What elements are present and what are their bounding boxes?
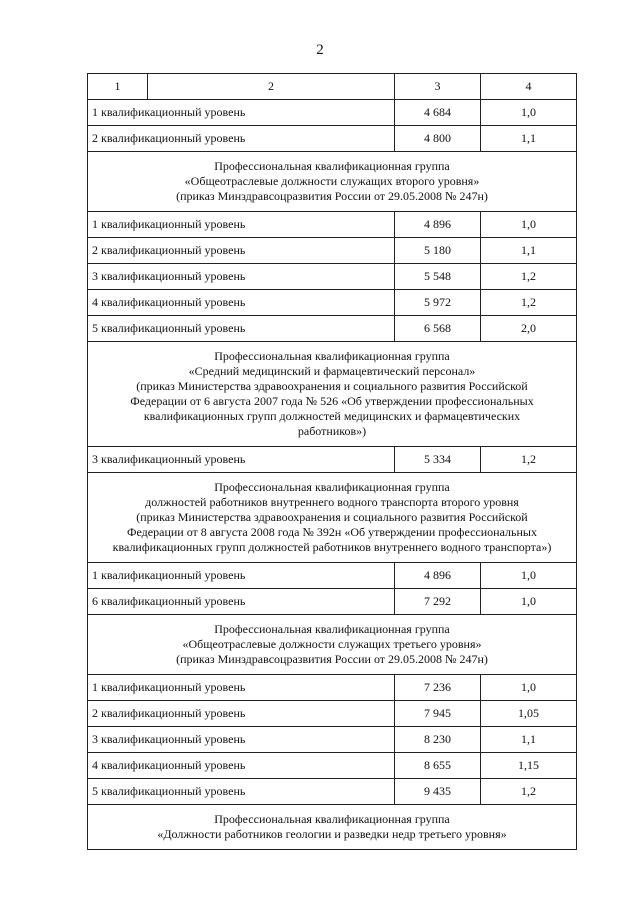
salary-cell: 4 684	[395, 100, 481, 126]
table-row	[88, 316, 577, 342]
level-cell: 1 квалификационный уровень	[88, 675, 395, 701]
salary-cell: 7 945	[395, 701, 481, 727]
group-title-line: (приказ Министерства здравоохранения и социального развития Российской	[136, 379, 528, 393]
group-title-line: Профессиональная квалификационная группа	[214, 349, 450, 363]
group-title-line: «Должности работников геологии и разведки недр третьего уровня»	[157, 827, 507, 841]
group-title-row	[88, 342, 577, 447]
table-row	[88, 100, 577, 126]
group-title-line: работников»)	[297, 424, 367, 438]
group-title-line: Профессиональная квалификационная группа	[214, 622, 450, 636]
salary-cell: 4 896	[395, 212, 481, 238]
level-cell: 3 квалификационный уровень	[88, 447, 395, 473]
table-row	[88, 779, 577, 805]
group-title-line: квалификационных групп должностей работников внутреннего водного транспорта»)	[112, 540, 552, 554]
group-title-line: (приказ Минздравсоцразвития России от 29.05.2008 № 247н)	[176, 652, 488, 666]
level-cell: 1 квалификационный уровень	[88, 100, 395, 126]
group-title	[88, 152, 577, 212]
table-header-row	[88, 74, 577, 100]
coefficient-cell: 1,0	[481, 563, 577, 589]
coefficient-cell: 1,0	[481, 100, 577, 126]
coefficient-cell: 2,0	[481, 316, 577, 342]
group-title-line: «Средний медицинский и фармацевтический персонал»	[188, 364, 476, 378]
coefficient-cell: 1,2	[481, 779, 577, 805]
salary-cell: 9 435	[395, 779, 481, 805]
level-cell: 3 квалификационный уровень	[88, 264, 395, 290]
group-title-line: квалификационных групп должностей медицинских и фармацевтических	[143, 409, 521, 423]
coefficient-cell: 1,15	[481, 753, 577, 779]
group-title	[88, 342, 577, 447]
table-row	[88, 701, 577, 727]
group-title-row	[88, 805, 577, 850]
level-cell: 5 квалификационный уровень	[88, 316, 395, 342]
level-cell: 1 квалификационный уровень	[88, 212, 395, 238]
header-cell: 3	[395, 74, 481, 100]
coefficient-cell: 1,0	[481, 589, 577, 615]
page-number: 2	[316, 42, 324, 58]
salary-cell: 8 655	[395, 753, 481, 779]
group-title-line: должностей работников внутреннего водного транспорта второго уровня	[145, 495, 519, 509]
coefficient-cell: 1,1	[481, 727, 577, 753]
level-cell: 5 квалификационный уровень	[88, 779, 395, 805]
salary-cell: 5 972	[395, 290, 481, 316]
coefficient-cell: 1,2	[481, 264, 577, 290]
level-cell: 4 квалификационный уровень	[88, 290, 395, 316]
salary-cell: 4 800	[395, 126, 481, 152]
salary-cell: 5 334	[395, 447, 481, 473]
group-title-line: Профессиональная квалификационная группа	[214, 812, 450, 826]
salary-cell: 6 568	[395, 316, 481, 342]
group-title	[88, 473, 577, 563]
group-title-line: Федерации от 8 августа 2008 года № 392н «Об утверждении профессиональных	[127, 525, 537, 539]
group-title-line: (приказ Минздравсоцразвития России от 29.05.2008 № 247н)	[176, 189, 488, 203]
salary-cell: 4 896	[395, 563, 481, 589]
table-row	[88, 238, 577, 264]
coefficient-cell: 1,1	[481, 126, 577, 152]
group-title-row	[88, 473, 577, 563]
salary-cell: 7 292	[395, 589, 481, 615]
salary-cell: 5 548	[395, 264, 481, 290]
qualification-table	[87, 73, 577, 850]
group-title-line: (приказ Министерства здравоохранения и социального развития Российской	[136, 510, 528, 524]
table-row	[88, 563, 577, 589]
salary-cell: 7 236	[395, 675, 481, 701]
level-cell: 6 квалификационный уровень	[88, 589, 395, 615]
header-cell: 2	[148, 74, 395, 100]
level-cell: 2 квалификационный уровень	[88, 126, 395, 152]
table-row	[88, 212, 577, 238]
group-title-line: «Общеотраслевые должности служащих второго уровня»	[184, 174, 480, 188]
table-row	[88, 264, 577, 290]
group-title-row	[88, 615, 577, 675]
level-cell: 3 квалификационный уровень	[88, 727, 395, 753]
table-row	[88, 753, 577, 779]
level-cell: 1 квалификационный уровень	[88, 563, 395, 589]
coefficient-cell: 1,2	[481, 290, 577, 316]
level-cell: 2 квалификационный уровень	[88, 238, 395, 264]
table-row	[88, 675, 577, 701]
group-title-line: Профессиональная квалификационная группа	[214, 159, 450, 173]
table-row	[88, 290, 577, 316]
coefficient-cell: 1,0	[481, 212, 577, 238]
header-cell: 1	[88, 74, 148, 100]
table-row	[88, 447, 577, 473]
group-title-line: Федерации от 6 августа 2007 года № 526 «Об утверждении профессиональных	[130, 394, 534, 408]
table-row	[88, 126, 577, 152]
table-row	[88, 727, 577, 753]
salary-cell: 8 230	[395, 727, 481, 753]
group-title-line: Профессиональная квалификационная группа	[214, 480, 450, 494]
coefficient-cell: 1,1	[481, 238, 577, 264]
group-title	[88, 615, 577, 675]
coefficient-cell: 1,05	[481, 701, 577, 727]
group-title-line: «Общеотраслевые должности служащих третьего уровня»	[182, 637, 482, 651]
level-cell: 4 квалификационный уровень	[88, 753, 395, 779]
header-cell: 4	[481, 74, 577, 100]
coefficient-cell: 1,0	[481, 675, 577, 701]
level-cell: 2 квалификационный уровень	[88, 701, 395, 727]
salary-cell: 5 180	[395, 238, 481, 264]
table-row	[88, 589, 577, 615]
coefficient-cell: 1,2	[481, 447, 577, 473]
group-title-row	[88, 152, 577, 212]
group-title	[88, 805, 577, 850]
